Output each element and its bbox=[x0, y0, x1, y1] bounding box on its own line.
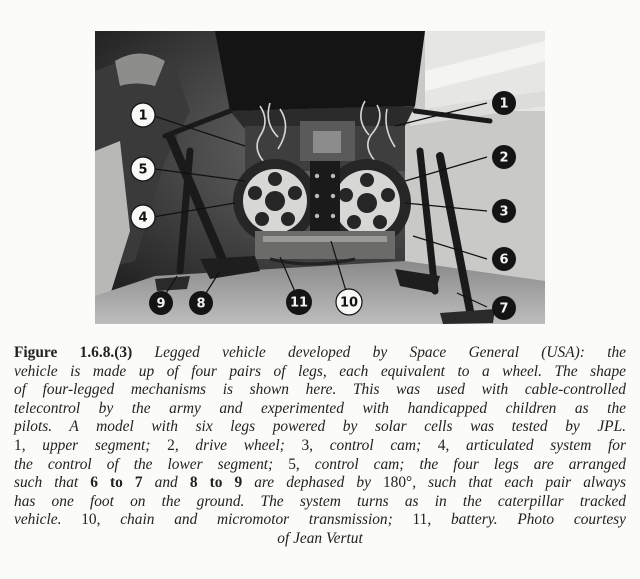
caption-line-4: telecontrol by the army and experimented with handicapped children as the bbox=[14, 399, 626, 417]
vehicle-photo-graphic bbox=[95, 31, 545, 324]
caption-line-9: has one foot on the ground. The system turns as in the caterpillar tracked bbox=[14, 492, 626, 510]
callout-10 bbox=[336, 289, 362, 315]
caption-line-5: pilots. A model with six legs powered by solar cells was tested by JPL. bbox=[14, 418, 626, 436]
callout-2 bbox=[492, 145, 516, 169]
vehicle-photo bbox=[95, 31, 545, 324]
figure-number: Figure 1.6.8.(3) bbox=[14, 344, 133, 361]
caption-line-11: of Jean Vertut bbox=[277, 529, 363, 547]
figure-caption bbox=[14, 344, 626, 549]
callout-5 bbox=[131, 157, 155, 181]
caption-line-8: such that 6 to 7 and 8 to 9 are dephased by 180°, such that each pair always bbox=[14, 474, 626, 492]
caption-line-7: the control of the lower segment; 5, control cam; the four legs are arranged bbox=[14, 455, 626, 473]
svg-text:1: 1 bbox=[138, 108, 148, 124]
callout-6 bbox=[492, 247, 516, 271]
callout-9 bbox=[149, 291, 173, 315]
caption-line-1: Figure 1.6.8.(3) Legged vehicle developed by Space General (USA): the bbox=[14, 344, 626, 361]
svg-text:4: 4 bbox=[138, 210, 148, 226]
callout-8 bbox=[189, 291, 213, 315]
svg-text:7: 7 bbox=[499, 301, 509, 317]
svg-text:6: 6 bbox=[499, 252, 509, 268]
callout-3 bbox=[492, 199, 516, 223]
caption-line-10: vehicle. 10, chain and micromotor transmission; 11, battery. Photo courtesy bbox=[14, 511, 626, 529]
svg-text:5: 5 bbox=[138, 162, 148, 178]
svg-text:2: 2 bbox=[499, 150, 509, 166]
callout-1-right bbox=[492, 91, 516, 115]
callout-11 bbox=[286, 289, 312, 315]
svg-text:11: 11 bbox=[289, 295, 309, 311]
callout-4 bbox=[131, 205, 155, 229]
caption-line-2: vehicle is made up of four pairs of legs, each equivalent to a wheel. The shape bbox=[14, 362, 626, 380]
svg-text:10: 10 bbox=[339, 295, 359, 311]
svg-text:9: 9 bbox=[156, 296, 166, 312]
callout-7 bbox=[492, 296, 516, 320]
caption-line-3: of four-legged mechanisms is shown here. This was used with cable-controlled bbox=[14, 381, 626, 399]
callout-1-left bbox=[131, 103, 155, 127]
caption-line-6: 1, upper segment; 2, drive wheel; 3, control cam; 4, articulated system for bbox=[14, 436, 626, 454]
svg-text:3: 3 bbox=[499, 204, 509, 220]
svg-text:8: 8 bbox=[196, 296, 206, 312]
left-wheel bbox=[233, 159, 317, 243]
svg-text:1: 1 bbox=[499, 96, 509, 112]
